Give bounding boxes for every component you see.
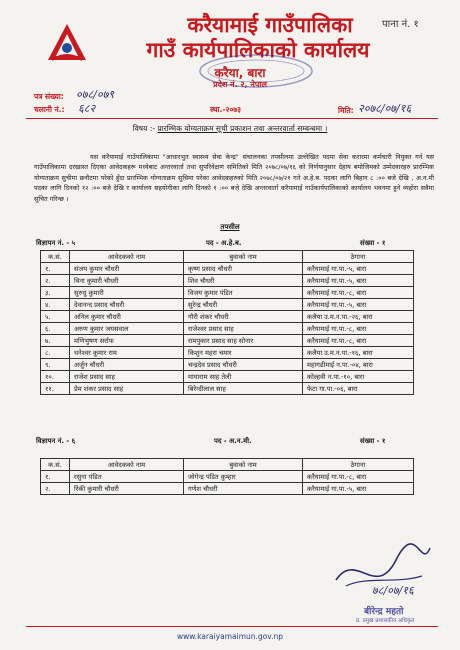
table-row	[41, 299, 414, 311]
cell-father: चन्द्रदेव प्रसाद चौधरी	[184, 359, 303, 371]
table-row	[41, 359, 414, 371]
patra-sankhya-value: ०७८/०७९	[76, 88, 115, 101]
cell-father: सुरेन्द्र चौधरी	[184, 299, 303, 311]
cell-applicant: मणिभुषण सर्राफ	[70, 335, 184, 347]
province-text: प्रदेश नं. २, नेपाल	[213, 80, 267, 89]
cell-address: करैयामाई गा.पा.-५, बारा	[303, 275, 414, 287]
col-address: ठेगाना	[303, 251, 414, 263]
pad-ahe-b: पद - अ.हे.ब.	[206, 239, 242, 247]
cell-applicant: राजेश प्रसाद साह	[70, 371, 184, 383]
cell-father: राजेश्वर प्रसाद साह	[184, 323, 303, 335]
cell-father: कृष्ण प्रसाद चौधरी	[184, 263, 303, 275]
table-row	[41, 483, 414, 495]
footer-rule	[26, 626, 438, 627]
cell-serial: १.	[41, 471, 70, 483]
nepal-emblem-icon	[44, 20, 90, 64]
table-header-row	[41, 459, 414, 471]
cell-serial: ३.	[41, 287, 70, 299]
cell-father: विजय कुमार पंडित	[184, 287, 303, 299]
col-address: ठेगाना	[303, 459, 414, 471]
cell-father: मायाराम साह तेली	[184, 371, 303, 383]
cell-applicant: प्रेम शंकर प्रसाद साह	[70, 383, 184, 395]
cell-serial: ४.	[41, 299, 70, 311]
table-row	[41, 311, 414, 323]
cell-address: फेटा गा.पा.-०६, बारा	[303, 383, 414, 395]
page-number: पाना नं. १	[382, 19, 419, 30]
miti-label: मिति:	[338, 106, 354, 115]
cell-father: बिरेन्दीलाल साह	[184, 383, 303, 395]
subject-text: प्रारम्भिक योग्यताक्रम सूची प्रकाशन तथा अन्तरवार्ता सम्बन्धमा ।	[157, 124, 328, 133]
cell-applicant: अरुण कुमार जयसवाल	[70, 323, 184, 335]
cell-serial: ५.	[41, 311, 70, 323]
established-year: स्था.-२०७३	[210, 105, 242, 114]
col-applicant-name: आवेदकको नाम	[70, 459, 184, 471]
vigyapan-no-5: विज्ञापन नं. - ५	[36, 239, 76, 247]
table-row	[41, 347, 414, 359]
cell-address: करैयामाई गा.पा.-८, बारा	[303, 335, 414, 347]
table-row	[41, 275, 414, 287]
cell-address: कोल्हवी न.पा.-१०, बारा	[303, 371, 414, 383]
office-stamp-icon	[196, 52, 316, 90]
cell-father: जोगेन्द्र पंडित कुम्हार	[184, 471, 303, 483]
table-row	[41, 371, 414, 383]
miti-value: २०७८/०७/१६	[358, 102, 412, 115]
cell-address: करैयामाई गा.पा.-८, बारा	[303, 287, 414, 299]
cell-father: किशुन महरा चमार	[184, 347, 303, 359]
cell-address: करैयामाई गा.पा.-५, बारा	[303, 263, 414, 275]
header-rule	[26, 118, 438, 119]
signature-date: ७८/०७/१६	[372, 584, 414, 597]
cell-applicant: रसुना पंडित	[70, 471, 184, 483]
table-row	[41, 323, 414, 335]
cell-serial: ६.	[41, 323, 70, 335]
sankhya-1: संख्या - १	[360, 239, 386, 247]
col-serial: क.सं.	[41, 251, 70, 263]
cell-applicant: अर्जुन चौधरी	[70, 359, 184, 371]
cell-address: महागढीमाई न.पा.-०४, बारा	[303, 359, 414, 371]
vigyapan-no-6: विज्ञापन नं. - ६	[36, 437, 76, 445]
cell-address: करैयामाई गा.पा.-५, बारा	[303, 483, 414, 495]
cell-father: शिव चौधरी	[184, 275, 303, 287]
website-link[interactable]: www.karaiyamaimun.gov.np	[177, 632, 283, 641]
table-row	[41, 263, 414, 275]
office-title-line1: करैयामाई गाउँपालिका	[187, 13, 353, 37]
signatory-position: प्र. प्रमुख प्रशासकीय अधिकृत	[356, 618, 415, 624]
applicants-table-ahb	[40, 250, 414, 395]
cell-address: कलैया उ.म.न.पा.-१६, बारा	[303, 347, 414, 359]
col-serial: क.सं.	[41, 459, 70, 471]
cell-serial: १०.	[41, 371, 70, 383]
cell-applicant: संजय कुमार चौधरी	[70, 263, 184, 275]
cell-father: रामपुकार प्रसाद साह सोनार	[184, 335, 303, 347]
cell-serial: ९.	[41, 359, 70, 371]
cell-address: करैयामाई गा.पा.-५, बारा	[303, 299, 414, 311]
subject-label: विषय :-	[132, 124, 156, 133]
cell-applicant: रिंकी कुमारी चौधरी	[70, 483, 184, 495]
cell-serial: ११.	[41, 383, 70, 395]
cell-serial: १.	[41, 263, 70, 275]
table-row	[41, 287, 414, 299]
table-row	[41, 471, 414, 483]
office-title-line2: गाउँ कार्यपालिकाको कार्यालय	[146, 38, 370, 62]
subject-line	[0, 124, 460, 134]
tapsil-heading: तपसील	[220, 223, 240, 231]
signature-icon	[326, 540, 436, 610]
table-row	[41, 335, 414, 347]
cell-father: गौरी शंकर चौधरी	[184, 311, 303, 323]
chalani-value: ६८२	[78, 102, 96, 115]
office-address: करैया, बारा	[214, 66, 266, 80]
cell-applicant: देवानन्द प्रसाद चौधरी	[70, 299, 184, 311]
cell-father: गणेश चौधरी	[184, 483, 303, 495]
table-row	[41, 383, 414, 395]
cell-applicant: विना कुमारी चौधरी	[70, 275, 184, 287]
cell-applicant: सुरुधु कुमारी	[70, 287, 184, 299]
signatory-name: बीरेन्द्र महतो	[364, 607, 404, 617]
cell-serial: ७.	[41, 335, 70, 347]
cell-serial: ८.	[41, 347, 70, 359]
body-paragraph: यस करैयामाई गाउँपालिकामा "आधारभुत स्वास्थ्य सेवा केन्द्र" संचालनका तपसीलमा उल्लेखित पदमा सेवा करारमा कर्मचारी नियुक्त गर्न यस गाउँपालिकामा दरखास्त दिएका आवेदकहरू मध्येबाट अन्तरवार्ता तथा सुपरिवेक्षण समितिको मिति २०७८/०७/१६ को निर्णयानुसार देहाय बमोजिमको उम्मेदवारहरु प्रारम्भिक योग्यताक्रम सुचीमा छनौटमा परेको हुँदा प्रारम्भिक योग्यताक्रम सुचिमा परेका आवेदकहरुको मिति २०७८/०७/२१ गते अ.हे.ब. पदका लागि बिहान ८ :०० बजे देखि , अ.न.मी पदका लागि दिनको १२ :०० बजे देखि र कार्यालय सहयोगीका लागि दिनको १ :०० बजे देखि अन्तरवार्ता करैयामाई गाउँकार्यपालिकाको कार्यालय भवनमा हुने व्यहोरा सवैमा सुचित गरिन्छ ।	[34, 153, 434, 203]
applicants-table-anm	[40, 458, 414, 495]
cell-applicant: धनेश्वर कुमार राम	[70, 347, 184, 359]
pad-anm: पद - अ.न.मी.	[214, 437, 252, 445]
cell-applicant: अनिल कुमार चौधरी	[70, 311, 184, 323]
patra-sankhya-label: पत्र संख्या:	[34, 92, 64, 101]
table-header-row	[41, 251, 414, 263]
col-father-name: बुवाको नाम	[184, 459, 303, 471]
cell-address: कलैया उ.म.न.पा.-२६, बारा	[303, 311, 414, 323]
cell-address: करैयामाई गा.पा.-८, बारा	[303, 323, 414, 335]
col-applicant-name: आवेदकको नाम	[70, 251, 184, 263]
sankhya-1b: संख्या - १	[360, 437, 386, 445]
cell-serial: २.	[41, 483, 70, 495]
col-father-name: बुवाको नाम	[184, 251, 303, 263]
cell-serial: २.	[41, 275, 70, 287]
cell-address: करैयामाई गा.पा.-८, बारा	[303, 471, 414, 483]
chalani-label: चलानी नं.:	[34, 105, 65, 114]
